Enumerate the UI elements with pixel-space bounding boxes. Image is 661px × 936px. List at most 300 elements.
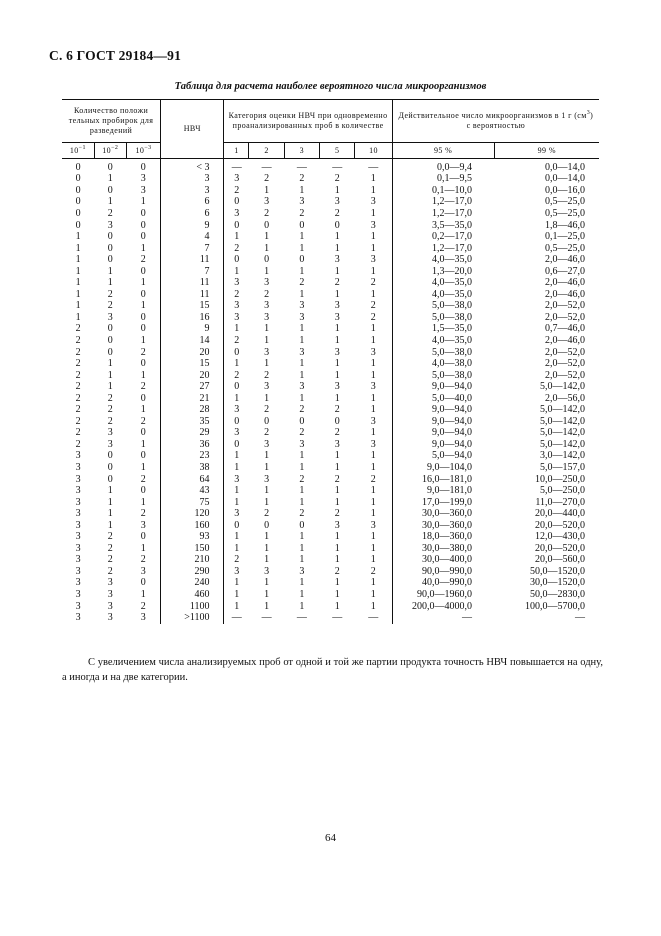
cell-category-3: 1 — [299, 543, 305, 554]
cell-tubes-dil-3: 0 — [140, 231, 146, 243]
table-row — [62, 578, 599, 590]
cell-category-3: 1 — [299, 496, 305, 508]
cell-range-99: 30,0—1520,0 — [530, 577, 585, 589]
cell-range-95: 5,0—38,0 — [392, 370, 494, 382]
cell-tubes-dil-1: 1 — [75, 254, 81, 266]
header-dilution-3: $10^{-3}$ — [126, 143, 160, 159]
cell-category-5: — — [332, 612, 343, 624]
cell-tubes-dil-3: 0 — [140, 208, 146, 219]
cell-tubes-dil-1: 2 — [75, 439, 81, 450]
cell-category-2: 1 — [264, 323, 270, 335]
cell-nvch-value: 15 — [161, 358, 224, 370]
cell-nvch-value: 9 — [161, 324, 224, 336]
cell-nvch-value: 11 — [161, 254, 224, 266]
cell-category-10: 3 — [370, 219, 376, 231]
cell-tubes-dil-3: 0 — [140, 531, 146, 543]
cell-tubes-dil-1: 2 — [75, 358, 81, 370]
cell-nvch-value: 35 — [161, 416, 224, 428]
header-nvch: НВЧ — [161, 100, 224, 159]
cell-category-5: 3 — [334, 196, 340, 208]
cell-category-10: 1 — [370, 208, 376, 219]
cell-tubes-dil-2: 0 — [107, 161, 113, 173]
cell-tubes-dil-2: 2 — [107, 554, 113, 566]
cell-range-95: 5,0—38,0 — [392, 347, 494, 359]
cell-range-95: 9,0—94,0 — [392, 404, 494, 416]
cell-category-3: 1 — [299, 577, 305, 589]
table-row — [62, 208, 599, 220]
cell-range-99: 50,0—2830,0 — [530, 589, 585, 600]
cell-category-1: 1 — [224, 231, 249, 243]
cell-category-1: 1 — [224, 589, 249, 601]
cell-category-5: 3 — [334, 381, 340, 393]
cell-category-5: 1 — [334, 554, 340, 566]
cell-tubes-dil-1: 3 — [75, 577, 81, 589]
cell-tubes-dil-3: 0 — [140, 265, 146, 277]
cell-tubes-dil-2: 3 — [107, 600, 113, 612]
cell-category-2: 3 — [264, 566, 270, 577]
cell-tubes-dil-1: 2 — [75, 427, 81, 439]
cell-tubes-dil-1: 1 — [75, 289, 81, 300]
cell-category-2: 3 — [264, 473, 270, 485]
cell-category-2: 1 — [264, 589, 270, 600]
cell-category-5: 0 — [334, 416, 340, 427]
cell-range-99: 2,0—52,0 — [545, 358, 585, 370]
table-row — [62, 254, 599, 266]
cell-tubes-dil-3: 2 — [140, 416, 146, 427]
cell-range-99: 0,0—14,0 — [545, 161, 585, 173]
header-prob-95: 95 % — [392, 143, 494, 159]
footnote: С увеличением числа анализируемых проб от одной и той же партии продукта точность НВЧ повышается на одну, а иногда и на две категории. — [62, 656, 603, 683]
cell-range-99: 100,0—5700,0 — [525, 600, 585, 612]
table-row — [62, 266, 599, 278]
cell-tubes-dil-2: 3 — [107, 577, 113, 589]
cell-category-5: 1 — [334, 392, 340, 404]
cell-tubes-dil-2: 1 — [107, 508, 113, 520]
cell-tubes-dil-1: 3 — [75, 496, 81, 508]
cell-range-99: 2,0—46,0 — [545, 277, 585, 289]
cell-tubes-dil-1: 0 — [75, 208, 81, 219]
table-row — [62, 416, 599, 428]
cell-category-1: 3 — [224, 404, 249, 416]
cell-tubes-dil-2: 1 — [107, 358, 113, 370]
cell-tubes-dil-1: 2 — [75, 392, 81, 404]
table-row — [62, 520, 599, 532]
cell-range-95: 30,0—360,0 — [392, 508, 494, 520]
cell-category-5: — — [332, 161, 343, 173]
cell-category-3: 2 — [299, 508, 305, 520]
table-row — [62, 555, 599, 567]
cell-category-10: 1 — [370, 242, 376, 254]
cell-category-1: — — [224, 612, 249, 624]
cell-tubes-dil-3: 0 — [140, 323, 146, 335]
table-row — [62, 370, 599, 382]
cell-tubes-dil-2: 3 — [107, 612, 113, 624]
cell-range-95: 0,1—9,5 — [392, 174, 494, 186]
cell-category-2: — — [261, 612, 272, 624]
cell-nvch-value: 6 — [161, 208, 224, 220]
cell-range-99: 2,0—46,0 — [545, 254, 585, 266]
cell-category-10: 1 — [370, 185, 376, 196]
cell-range-99: 2,0—46,0 — [545, 289, 585, 300]
cell-range-95: 18,0—360,0 — [392, 532, 494, 544]
table-row — [62, 393, 599, 405]
cell-nvch-value: 210 — [161, 555, 224, 567]
cell-category-5: 1 — [334, 589, 340, 600]
cell-tubes-dil-3: 1 — [140, 300, 146, 312]
cell-tubes-dil-3: 1 — [140, 462, 146, 473]
cell-nvch-value: 23 — [161, 451, 224, 463]
cell-nvch-value: 15 — [161, 301, 224, 313]
cell-nvch-value: 36 — [161, 439, 224, 451]
cell-category-1: 3 — [224, 428, 249, 440]
table-row — [62, 185, 599, 197]
cell-tubes-dil-1: 3 — [75, 589, 81, 600]
cell-range-95: 4,0—35,0 — [392, 335, 494, 347]
cell-category-10: 2 — [370, 566, 376, 577]
cell-category-2: 3 — [264, 381, 270, 393]
cell-category-5: 1 — [334, 289, 340, 300]
cell-range-99: 0,7—46,0 — [545, 323, 585, 335]
cell-category-1: 2 — [224, 243, 249, 255]
cell-category-3: 0 — [299, 519, 305, 531]
table-row — [62, 404, 599, 416]
table-row — [62, 612, 599, 624]
table-row — [62, 159, 599, 174]
cell-tubes-dil-3: 1 — [140, 196, 146, 208]
cell-tubes-dil-3: 2 — [140, 346, 146, 358]
cell-range-95: 9,0—104,0 — [392, 462, 494, 474]
cell-tubes-dil-3: 0 — [140, 427, 146, 439]
cell-category-3: 2 — [299, 173, 305, 185]
cell-range-99: 5,0—142,0 — [540, 404, 585, 416]
cell-range-99: 5,0—250,0 — [540, 485, 585, 497]
cell-category-3: 2 — [299, 473, 305, 485]
cell-tubes-dil-2: 1 — [107, 381, 113, 393]
cell-tubes-dil-3: 0 — [140, 161, 146, 173]
cell-tubes-dil-3: 3 — [140, 612, 146, 624]
cell-tubes-dil-2: 0 — [107, 323, 113, 335]
table-row — [62, 312, 599, 324]
cell-category-2: 1 — [264, 554, 270, 566]
cell-nvch-value: 75 — [161, 497, 224, 509]
cell-tubes-dil-2: 3 — [107, 439, 113, 450]
cell-category-5: 1 — [334, 450, 340, 462]
header-dilution-2: $10^{-2}$ — [94, 143, 126, 159]
cell-category-10: 1 — [370, 577, 376, 589]
cell-nvch-value: 27 — [161, 381, 224, 393]
cell-tubes-dil-3: 0 — [140, 289, 146, 300]
cell-tubes-dil-3: 0 — [140, 577, 146, 589]
cell-range-99: 5,0—142,0 — [540, 416, 585, 427]
cell-range-99: 11,0—270,0 — [535, 496, 585, 508]
cell-tubes-dil-2: 2 — [107, 543, 113, 554]
cell-tubes-dil-2: 1 — [107, 496, 113, 508]
cell-nvch-value: 7 — [161, 243, 224, 255]
cell-category-3: — — [296, 612, 307, 624]
cell-range-99: 1,8—46,0 — [545, 219, 585, 231]
cell-category-2: 1 — [264, 577, 270, 589]
cell-nvch-value: 43 — [161, 485, 224, 497]
cell-tubes-dil-3: 1 — [140, 404, 146, 416]
cell-category-1: 1 — [224, 393, 249, 405]
cell-tubes-dil-1: 1 — [75, 265, 81, 277]
cell-range-99: 50,0—1520,0 — [530, 566, 585, 577]
cell-category-10: 1 — [370, 589, 376, 600]
cell-range-95: 9,0—94,0 — [392, 428, 494, 440]
cell-tubes-dil-1: 3 — [75, 566, 81, 577]
cell-tubes-dil-3: 1 — [140, 277, 146, 289]
cell-category-1: 3 — [224, 277, 249, 289]
cell-category-5: 1 — [334, 265, 340, 277]
cell-range-95: 200,0—4000,0 — [392, 601, 494, 613]
cell-range-95: 5,0—38,0 — [392, 312, 494, 324]
cell-category-5: 2 — [334, 508, 340, 520]
cell-range-99: 0,0—14,0 — [545, 173, 585, 185]
cell-range-95: 40,0—990,0 — [392, 578, 494, 590]
cell-range-99: 0,5—25,0 — [545, 242, 585, 254]
cell-nvch-value: 160 — [161, 520, 224, 532]
cell-tubes-dil-2: 1 — [107, 519, 113, 531]
cell-category-1: 0 — [224, 347, 249, 359]
cell-category-5: 3 — [334, 254, 340, 266]
cell-category-2: 1 — [264, 496, 270, 508]
cell-category-10: 1 — [370, 450, 376, 462]
cell-nvch-value: 240 — [161, 578, 224, 590]
cell-tubes-dil-2: 0 — [107, 185, 113, 196]
table-row — [62, 347, 599, 359]
cell-category-5: 1 — [334, 600, 340, 612]
cell-tubes-dil-2: 1 — [107, 277, 113, 289]
cell-nvch-value: 3 — [161, 185, 224, 197]
page-number: 64 — [325, 832, 336, 844]
cell-range-99: 0,5—25,0 — [545, 196, 585, 208]
cell-tubes-dil-2: 1 — [107, 369, 113, 381]
cell-category-10: 3 — [370, 381, 376, 393]
cell-nvch-value: 21 — [161, 393, 224, 405]
cell-range-95: 9,0—181,0 — [392, 485, 494, 497]
cell-category-10: 1 — [370, 554, 376, 566]
cell-category-1: 1 — [224, 543, 249, 555]
cell-category-5: 3 — [334, 519, 340, 531]
page-header: С. 6 ГОСТ 29184—91 — [49, 48, 182, 63]
cell-range-99: 0,1—25,0 — [545, 231, 585, 243]
cell-category-2: 1 — [264, 531, 270, 543]
cell-range-95: 9,0—94,0 — [392, 416, 494, 428]
table-row — [62, 589, 599, 601]
cell-range-95: 30,0—360,0 — [392, 520, 494, 532]
cell-category-1: 1 — [224, 578, 249, 590]
table-row — [62, 451, 599, 463]
cell-tubes-dil-3: 2 — [140, 600, 146, 612]
cell-tubes-dil-2: 2 — [107, 300, 113, 312]
cell-category-2: 2 — [264, 289, 270, 300]
cell-tubes-dil-2: 0 — [107, 242, 113, 254]
cell-category-5: 2 — [334, 473, 340, 485]
cell-range-99: 2,0—46,0 — [545, 335, 585, 346]
table-row — [62, 439, 599, 451]
cell-category-1: 3 — [224, 474, 249, 486]
cell-category-2: 1 — [264, 185, 270, 196]
cell-tubes-dil-2: 2 — [107, 416, 113, 427]
cell-category-10: — — [368, 612, 379, 624]
cell-tubes-dil-1: 0 — [75, 161, 81, 173]
cell-tubes-dil-3: 0 — [140, 392, 146, 404]
cell-category-3: 1 — [299, 185, 305, 196]
table-row — [62, 289, 599, 301]
cell-tubes-dil-3: 1 — [140, 543, 146, 554]
cell-category-10: 1 — [370, 358, 376, 370]
cell-category-1: 1 — [224, 601, 249, 613]
cell-category-2: 0 — [264, 219, 270, 231]
cell-category-5: 2 — [334, 566, 340, 577]
cell-category-1: 1 — [224, 324, 249, 336]
cell-category-3: 2 — [299, 404, 305, 416]
cell-category-3: 1 — [299, 392, 305, 404]
cell-category-1: 1 — [224, 497, 249, 509]
cell-range-95: 1,3—20,0 — [392, 266, 494, 278]
cell-category-1: — — [224, 159, 249, 174]
cell-category-1: 3 — [224, 301, 249, 313]
table-row — [62, 601, 599, 613]
cell-range-95: 30,0—400,0 — [392, 555, 494, 567]
cell-range-99: 0,0—16,0 — [545, 185, 585, 196]
cell-tubes-dil-1: 1 — [75, 242, 81, 254]
cell-category-3: 1 — [299, 369, 305, 381]
header-samples-3: 3 — [284, 143, 319, 159]
cell-nvch-value: 20 — [161, 370, 224, 382]
cell-category-10: 3 — [370, 439, 376, 450]
cell-category-10: 3 — [370, 346, 376, 358]
cell-tubes-dil-1: 1 — [75, 312, 81, 323]
cell-tubes-dil-2: 1 — [107, 485, 113, 497]
cell-range-95: 4,0—35,0 — [392, 254, 494, 266]
cell-tubes-dil-3: 2 — [140, 381, 146, 393]
cell-range-95: 90,0—990,0 — [392, 566, 494, 578]
cell-range-99: 12,0—430,0 — [535, 531, 585, 543]
table-row — [62, 497, 599, 509]
cell-tubes-dil-1: 2 — [75, 346, 81, 358]
cell-category-1: 0 — [224, 520, 249, 532]
table-row — [62, 358, 599, 370]
cell-category-3: 3 — [299, 312, 305, 323]
cell-tubes-dil-3: 1 — [140, 439, 146, 450]
cell-tubes-dil-2: 0 — [107, 473, 113, 485]
header-samples-2: 2 — [249, 143, 284, 159]
cell-category-10: 2 — [370, 473, 376, 485]
cell-range-99: 3,0—142,0 — [540, 450, 585, 462]
cell-category-1: 0 — [224, 254, 249, 266]
cell-category-10: 3 — [370, 416, 376, 427]
table-title: Таблица для расчета наиболее вероятного числа микроорганизмов — [174, 81, 487, 92]
cell-category-5: 1 — [334, 543, 340, 554]
cell-range-99: 20,0—520,0 — [535, 543, 585, 554]
cell-category-1: 3 — [224, 208, 249, 220]
cell-category-1: 1 — [224, 532, 249, 544]
cell-tubes-dil-2: 2 — [107, 566, 113, 577]
cell-category-1: 2 — [224, 370, 249, 382]
cell-category-1: 0 — [224, 416, 249, 428]
cell-range-95: 17,0—199,0 — [392, 497, 494, 509]
cell-nvch-value: 3 — [161, 174, 224, 186]
cell-category-10: 2 — [370, 312, 376, 323]
cell-tubes-dil-1: 1 — [75, 231, 81, 243]
cell-category-10: 1 — [370, 323, 376, 335]
cell-range-95: 0,2—17,0 — [392, 231, 494, 243]
cell-category-3: 3 — [299, 566, 305, 577]
header-samples-5: 5 — [320, 143, 355, 159]
cell-category-3: 1 — [299, 335, 305, 346]
cell-range-95: 9,0—94,0 — [392, 439, 494, 451]
cell-category-10: 1 — [370, 231, 376, 243]
table-row — [62, 335, 599, 347]
cell-category-5: 3 — [334, 346, 340, 358]
table-row — [62, 428, 599, 440]
cell-category-2: 2 — [264, 173, 270, 185]
cell-category-3: 2 — [299, 427, 305, 439]
cell-category-10: 2 — [370, 300, 376, 312]
cell-category-2: 1 — [264, 485, 270, 497]
cell-tubes-dil-1: 3 — [75, 519, 81, 531]
cell-range-95: 16,0—181,0 — [392, 474, 494, 486]
cell-category-1: 0 — [224, 381, 249, 393]
cell-category-10: 1 — [370, 289, 376, 300]
cell-tubes-dil-2: 0 — [107, 231, 113, 243]
cell-tubes-dil-2: 3 — [107, 589, 113, 600]
table-row — [62, 532, 599, 544]
cell-nvch-value: 4 — [161, 231, 224, 243]
header-dilution-1: $10^{-1}$ — [62, 143, 94, 159]
cell-range-99: 2,0—52,0 — [545, 369, 585, 381]
cell-category-2: 2 — [264, 369, 270, 381]
cell-nvch-value: 38 — [161, 462, 224, 474]
cell-category-10: 1 — [370, 531, 376, 543]
table-row — [62, 243, 599, 255]
cell-tubes-dil-1: 3 — [75, 462, 81, 473]
cell-range-99: 2,0—56,0 — [545, 392, 585, 404]
cell-category-3: 1 — [299, 242, 305, 254]
cell-range-95: 0,0—9,4 — [392, 159, 494, 174]
cell-category-3: 3 — [299, 196, 305, 208]
cell-range-95: 30,0—380,0 — [392, 543, 494, 555]
cell-category-1: 0 — [224, 197, 249, 209]
cell-category-5: 1 — [334, 242, 340, 254]
cell-category-5: 3 — [334, 300, 340, 312]
cell-category-10: 1 — [370, 508, 376, 520]
cell-category-1: 3 — [224, 566, 249, 578]
table-row — [62, 197, 599, 209]
cell-category-10: 2 — [370, 277, 376, 289]
cell-category-1: 0 — [224, 220, 249, 232]
cell-category-10: 1 — [370, 462, 376, 473]
cell-category-10: 1 — [370, 427, 376, 439]
cell-category-1: 2 — [224, 289, 249, 301]
header-prob-99: 99 % — [494, 143, 599, 159]
cell-category-5: 1 — [334, 323, 340, 335]
table-row — [62, 174, 599, 186]
cell-category-3: 3 — [299, 381, 305, 393]
cell-tubes-dil-2: 2 — [107, 392, 113, 404]
cell-category-3: 3 — [299, 300, 305, 312]
cell-category-5: 1 — [334, 577, 340, 589]
cell-nvch-value: 6 — [161, 197, 224, 209]
cell-category-2: 1 — [264, 335, 270, 346]
cell-tubes-dil-2: 0 — [107, 346, 113, 358]
cell-category-5: 3 — [334, 439, 340, 450]
cell-category-2: 2 — [264, 508, 270, 520]
cell-tubes-dil-2: 2 — [107, 531, 113, 543]
cell-category-3: 1 — [299, 265, 305, 277]
cell-nvch-value: 290 — [161, 566, 224, 578]
